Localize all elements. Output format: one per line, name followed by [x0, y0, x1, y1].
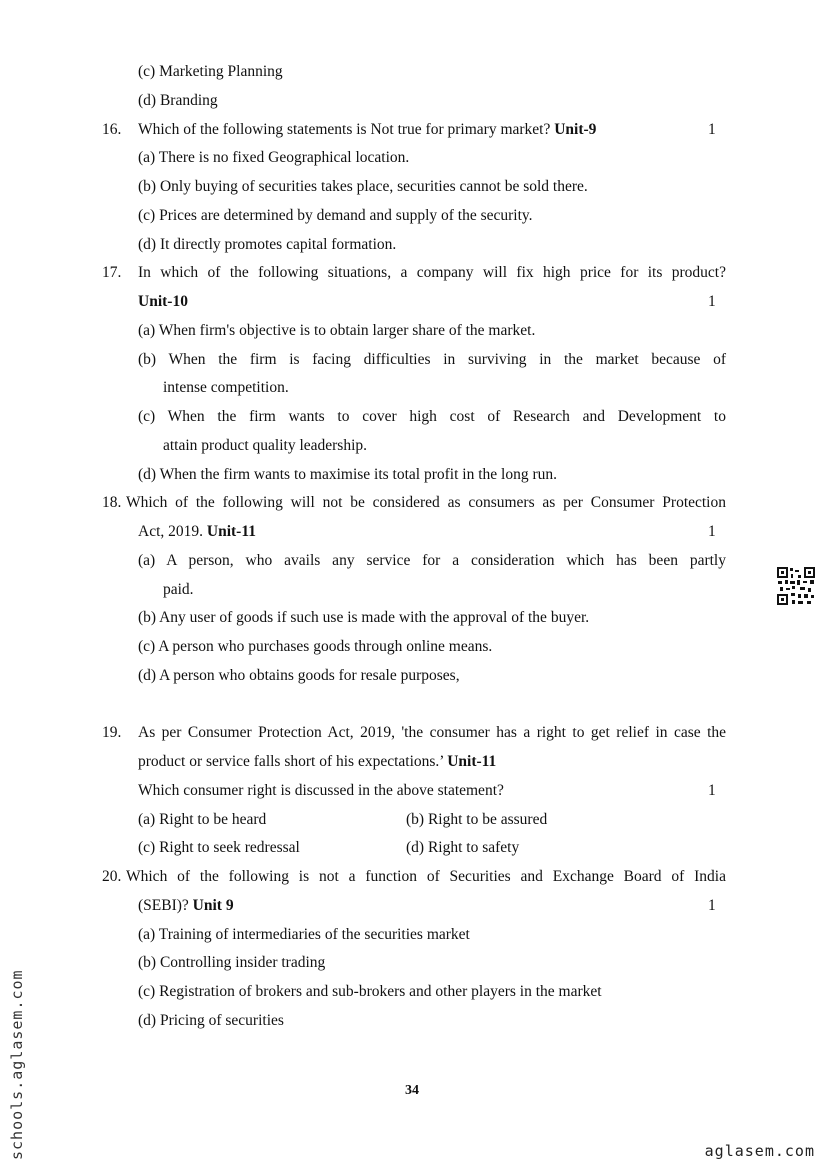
footer-watermark: aglasem.com: [704, 1142, 815, 1160]
q20-text-line2-wrap: [138, 896, 234, 916]
q20-option-d: (d) Pricing of securities: [138, 1012, 284, 1029]
q18-text-line2-wrap: [138, 522, 256, 542]
q18-option-a-line1: (a) A person, who avails any service for a consideration which has been partly: [138, 552, 726, 569]
q18-option-b: (b) Any user of goods if such use is made with the approval of the buyer.: [138, 609, 590, 626]
q19-option-c: (c) Right to seek redressal: [138, 839, 300, 856]
q19-text-line2: product or service falls short of his expectations.’: [138, 753, 444, 770]
q18-marks: 1: [708, 523, 716, 540]
q19-marks: 1: [708, 782, 716, 799]
page-number: 34: [405, 1083, 419, 1098]
q19-text-line3: Which consumer right is discussed in the above statement?: [138, 782, 504, 799]
q18-number: 18.: [102, 494, 122, 511]
q17-option-d: (d) When the firm wants to maximise its total profit in the long run.: [138, 466, 557, 483]
q17-option-b-line2: intense competition.: [163, 379, 289, 396]
q17-option-c-line2: attain product quality leadership.: [163, 437, 368, 454]
q19-option-b: (b) Right to be assured: [406, 811, 548, 828]
q17-text-line1: In which of the following situations, a company will fix high price for its product?: [138, 264, 726, 281]
q18-option-a-line2: paid.: [163, 581, 194, 598]
q16-unit: Unit-9: [554, 121, 597, 138]
q18-text-line1: Which of the following will not be considered as consumers as per Consumer Protection: [126, 494, 726, 511]
q20-text-line1: Which of the following is not a function of Securities and Exchange Board of India: [126, 868, 726, 885]
side-watermark: schools.aglasem.com: [8, 969, 26, 1160]
q17-option-c-line1: (c) When the firm wants to cover high cost of Research and Development to: [138, 408, 726, 425]
q16-option-d: (d) It directly promotes capital formation.: [138, 236, 397, 253]
q20-option-c: (c) Registration of brokers and sub-brokers and other players in the market: [138, 983, 602, 1000]
q20-unit: Unit 9: [192, 897, 234, 914]
q17-number: 17.: [102, 264, 122, 281]
q19-number: 19.: [102, 724, 122, 741]
q16-marks: 1: [708, 121, 716, 138]
q20-option-b: (b) Controlling insider trading: [138, 954, 326, 971]
q16-text: Which of the following statements is Not true for primary market?: [138, 121, 551, 138]
q20-number: 20.: [102, 868, 122, 885]
q17-option-b-line1: (b) When the firm is facing difficulties in surviving in the market because of: [138, 351, 726, 368]
q16-option-a: (a) There is no fixed Geographical location.: [138, 149, 410, 166]
q19-option-a: (a) Right to be heard: [138, 811, 267, 828]
q20-marks: 1: [708, 897, 716, 914]
q19-text-line2-wrap: [138, 752, 496, 772]
q20-text-line2: (SEBI)?: [138, 897, 189, 914]
q16-number: 16.: [102, 121, 122, 138]
prev-option-d: (d) Branding: [138, 92, 218, 109]
q20-option-a: (a) Training of intermediaries of the securities market: [138, 926, 470, 943]
q18-text-line2: Act, 2019.: [138, 523, 204, 540]
q17-option-a: (a) When firm's objective is to obtain larger share of the market.: [138, 322, 536, 339]
q19-unit: Unit-11: [447, 753, 497, 770]
q16-option-c: (c) Prices are determined by demand and supply of the security.: [138, 207, 533, 224]
q18-option-c: (c) A person who purchases goods through online means.: [138, 638, 493, 655]
q17-unit: Unit-10: [138, 293, 188, 310]
q19-option-d: (d) Right to safety: [406, 839, 520, 856]
q18-option-d: (d) A person who obtains goods for resale purposes,: [138, 667, 460, 684]
q16-question: [138, 120, 596, 140]
q17-marks: 1: [708, 293, 716, 310]
prev-option-c: (c) Marketing Planning: [138, 63, 283, 80]
q18-unit: Unit-11: [206, 523, 256, 540]
qr-code-icon: [776, 566, 816, 606]
q19-text-line1: As per Consumer Protection Act, 2019, 'the consumer has a right to get relief in case the: [138, 724, 726, 741]
q16-option-b: (b) Only buying of securities takes place, securities cannot be sold there.: [138, 178, 588, 195]
